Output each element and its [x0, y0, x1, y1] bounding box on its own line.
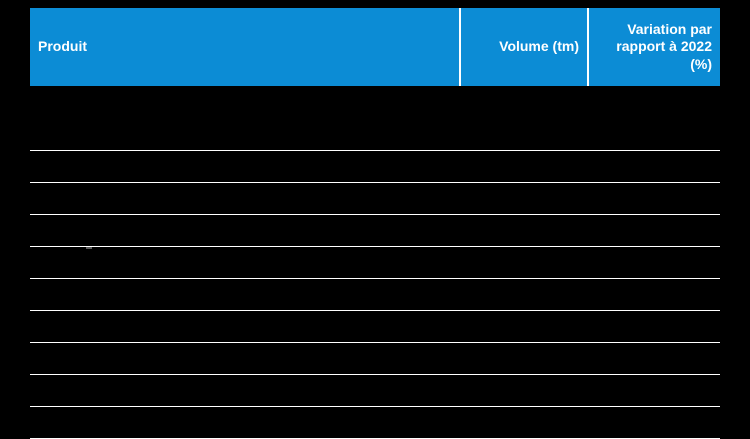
cell-produit	[30, 150, 460, 182]
cell-volume	[460, 406, 588, 438]
cell-produit	[30, 406, 460, 438]
cell-volume	[460, 182, 588, 214]
table-row	[30, 214, 720, 246]
cell-variation	[588, 118, 720, 150]
cell-produit	[30, 374, 460, 406]
table-row	[30, 278, 720, 310]
cell-produit	[30, 278, 460, 310]
row-tick-mark	[86, 247, 92, 249]
table-spacer-row	[30, 86, 720, 118]
cell-variation	[588, 310, 720, 342]
cell-volume	[460, 150, 588, 182]
cell-variation	[588, 182, 720, 214]
spacer-cell	[30, 86, 460, 118]
cell-variation	[588, 406, 720, 438]
cell-volume	[460, 278, 588, 310]
table-row	[30, 374, 720, 406]
table-header	[30, 8, 720, 86]
column-header-volume: Volume (tm)	[460, 8, 588, 86]
table-row	[30, 310, 720, 342]
table-row	[30, 182, 720, 214]
data-table	[30, 8, 720, 439]
table-body	[30, 86, 720, 438]
cell-volume	[460, 246, 588, 278]
cell-volume	[460, 374, 588, 406]
cell-produit	[30, 342, 460, 374]
cell-variation	[588, 342, 720, 374]
cell-volume	[460, 118, 588, 150]
cell-produit	[30, 310, 460, 342]
cell-produit	[30, 214, 460, 246]
column-header-produit: Produit	[30, 8, 460, 86]
cell-volume	[460, 310, 588, 342]
cell-produit	[30, 118, 460, 150]
spacer-cell	[460, 86, 588, 118]
table-row	[30, 406, 720, 438]
table-row	[30, 118, 720, 150]
table-row	[30, 150, 720, 182]
table-row	[30, 246, 720, 278]
cell-variation	[588, 374, 720, 406]
cell-variation	[588, 150, 720, 182]
table-row	[30, 342, 720, 374]
cell-variation	[588, 214, 720, 246]
cell-produit	[30, 182, 460, 214]
cell-volume	[460, 214, 588, 246]
table-header-row	[30, 8, 720, 86]
column-header-variation: Variation par rapport à 2022 (%)	[588, 8, 720, 86]
data-table-container	[30, 8, 720, 439]
cell-volume	[460, 342, 588, 374]
cell-variation	[588, 246, 720, 278]
cell-variation	[588, 278, 720, 310]
cell-produit	[30, 246, 460, 278]
spacer-cell	[588, 86, 720, 118]
